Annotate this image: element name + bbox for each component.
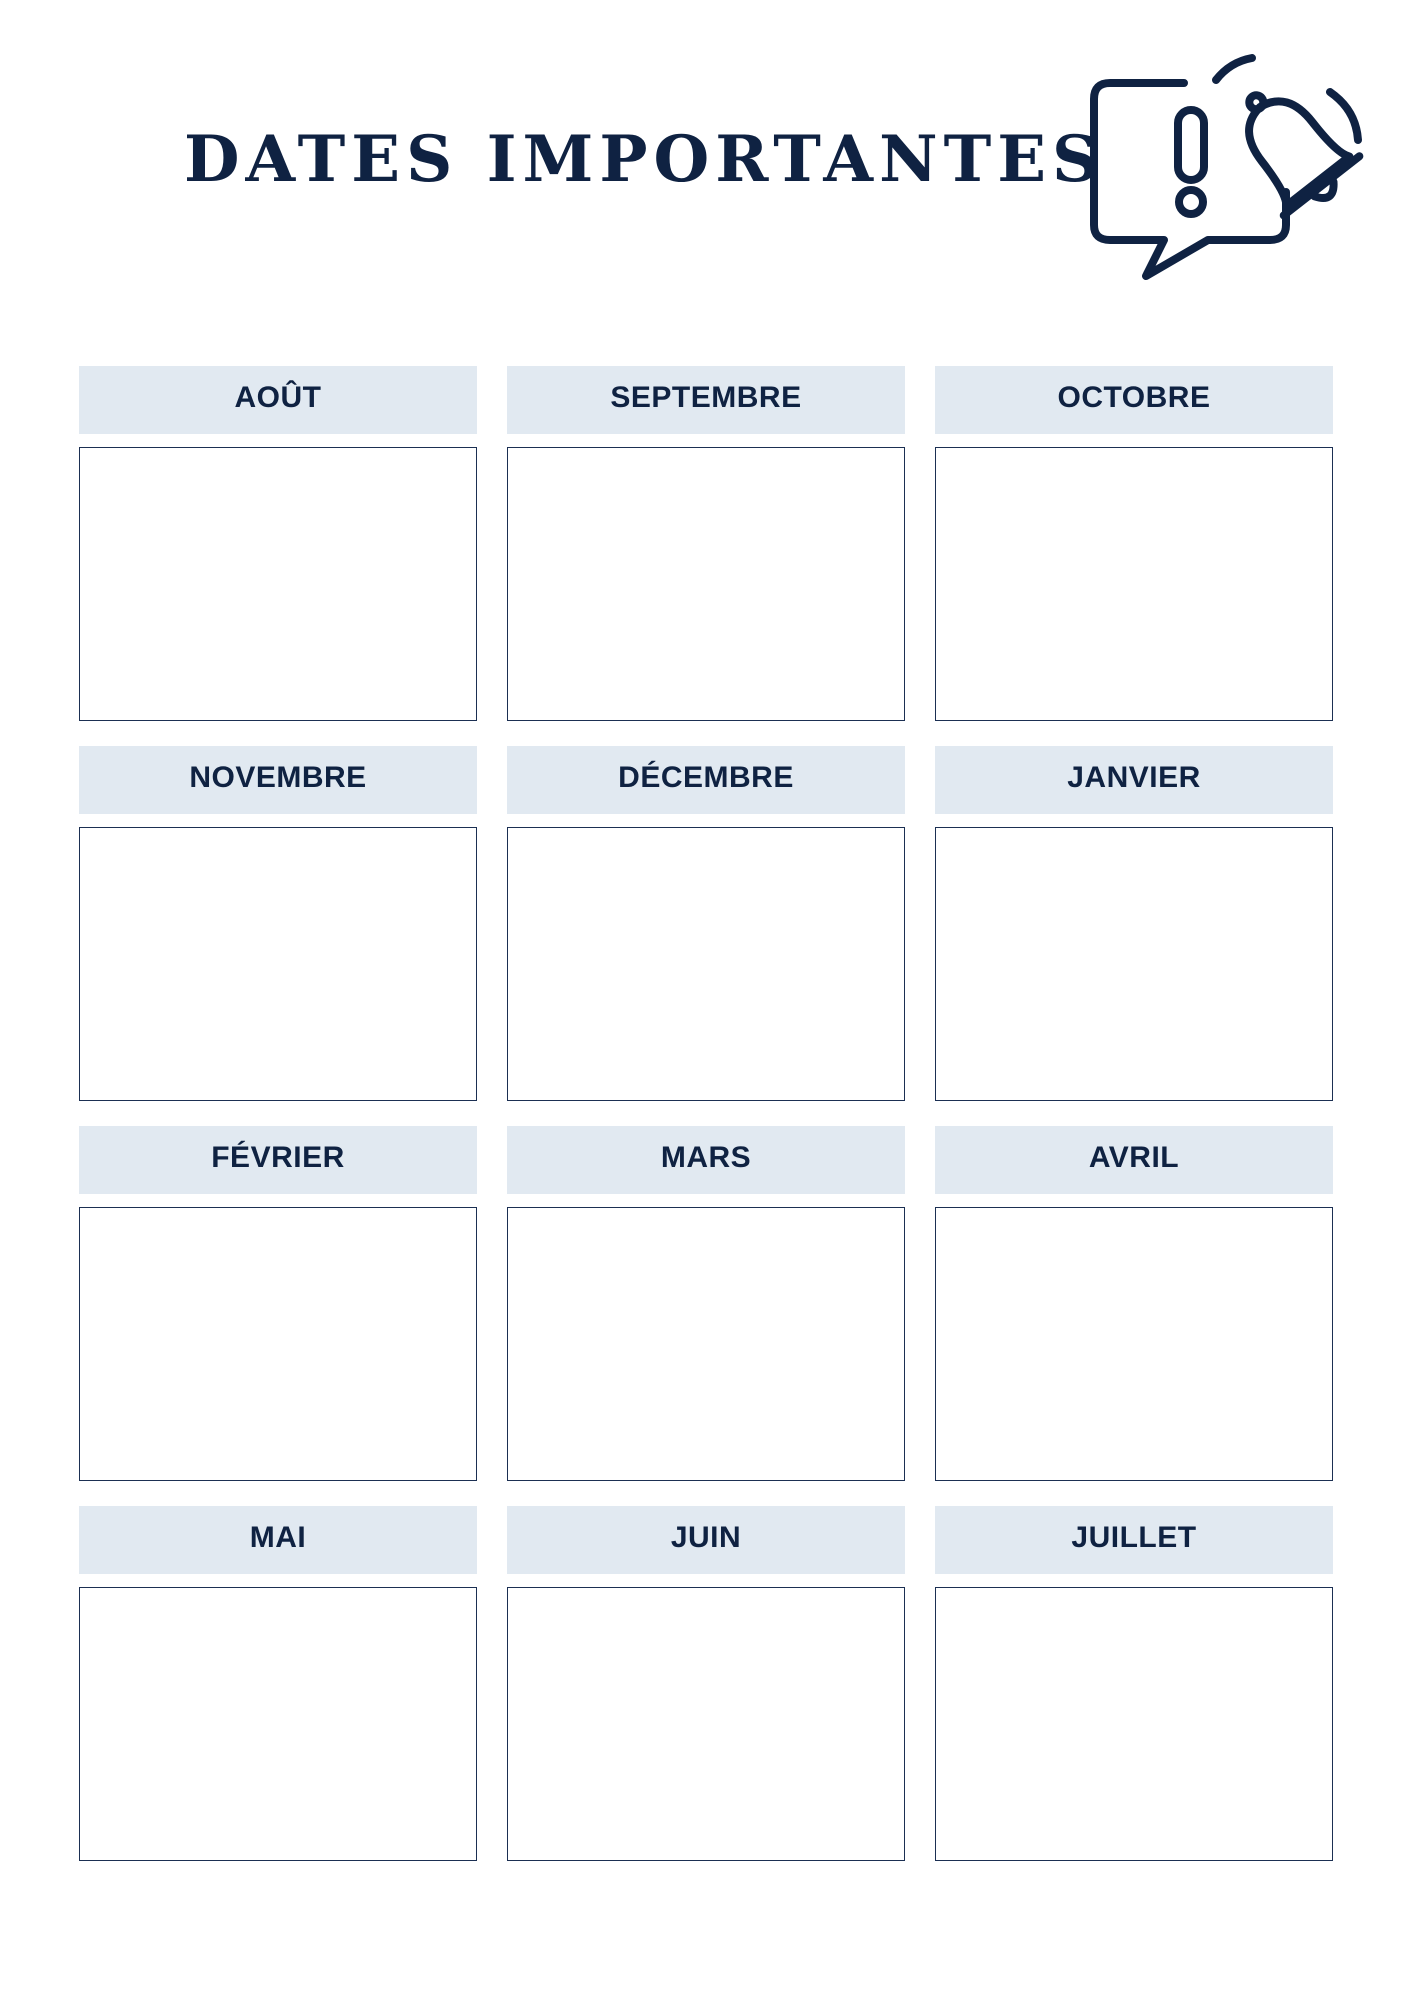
month-header [935,366,1333,434]
month-notes-box[interactable] [507,1207,905,1481]
month-notes-box[interactable] [507,827,905,1101]
month-notes-box[interactable] [935,827,1333,1101]
month-label: MAI [249,1521,307,1554]
month-label: JANVIER [1067,761,1201,794]
month-notes-box[interactable] [79,827,477,1101]
month-label: AOÛT [234,381,322,414]
month-card-octobre [935,366,1333,722]
month-card-novembre [79,746,477,1102]
months-grid [79,366,1333,1862]
month-notes-box[interactable] [79,1587,477,1861]
month-card-decembre [507,746,905,1102]
month-header [507,1506,905,1574]
month-label: OCTOBRE [1057,381,1211,414]
month-card-janvier [935,746,1333,1102]
month-card-mai [79,1506,477,1862]
month-header [507,366,905,434]
month-notes-box[interactable] [507,447,905,721]
month-label: JUIN [670,1521,742,1554]
month-card-septembre [507,366,905,722]
month-card-juillet [935,1506,1333,1862]
month-header [935,1126,1333,1194]
month-header [79,366,477,434]
month-label: NOVEMBRE [189,761,367,794]
month-notes-box[interactable] [79,1207,477,1481]
month-card-aout [79,366,477,722]
month-card-mars [507,1126,905,1482]
month-header [79,1126,477,1194]
month-label: JUILLET [1071,1521,1197,1554]
month-header [935,746,1333,814]
month-card-fevrier [79,1126,477,1482]
month-header [935,1506,1333,1574]
month-label: FÉVRIER [211,1141,345,1174]
month-header [79,1506,477,1574]
alert-bell-icon [1080,40,1370,290]
month-notes-box[interactable] [507,1587,905,1861]
month-label: DÉCEMBRE [618,761,794,794]
month-header [507,746,905,814]
month-label: SEPTEMBRE [610,381,802,414]
month-card-avril [935,1126,1333,1482]
month-notes-box[interactable] [935,1587,1333,1861]
month-header [79,746,477,814]
month-card-juin [507,1506,905,1862]
month-label: AVRIL [1088,1141,1180,1174]
month-notes-box[interactable] [79,447,477,721]
month-notes-box[interactable] [935,447,1333,721]
month-notes-box[interactable] [935,1207,1333,1481]
page-title: DATES IMPORTANTES [184,122,1105,197]
month-header [507,1126,905,1194]
month-label: MARS [660,1141,752,1174]
